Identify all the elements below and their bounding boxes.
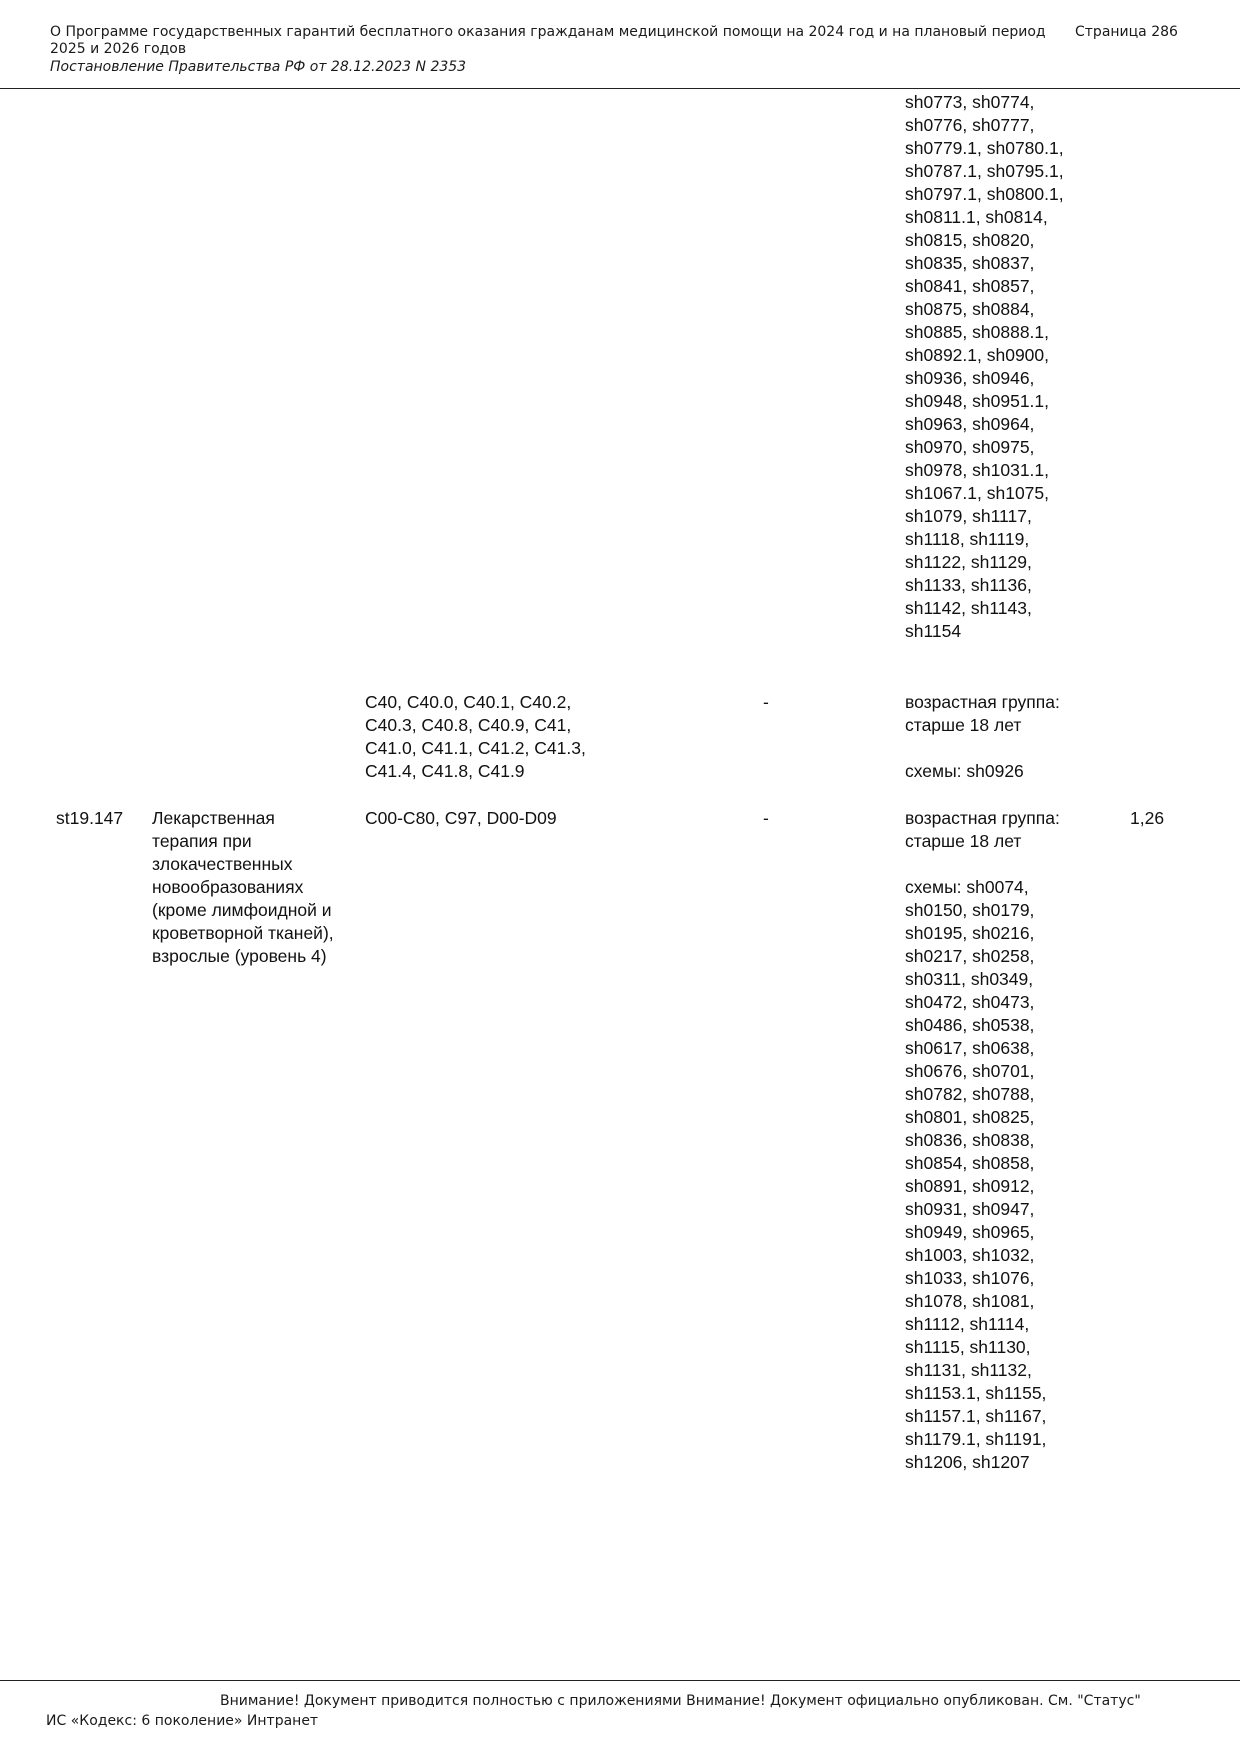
document-subtitle: Постановление Правительства РФ от 28.12.2023 N 2353: [50, 59, 467, 75]
scheme-line: sh0779.1, sh0780.1,: [905, 138, 1064, 158]
criteria-line: возрастная группа:: [905, 692, 1060, 712]
diagnosis-code-line: C41.4, C41.8, C41.9: [365, 761, 525, 781]
footer-source: ИС «Кодекс: 6 поколение» Интранет: [46, 1713, 319, 1729]
scheme-line: sh1112, sh1114,: [905, 1314, 1030, 1334]
scheme-line: sh0676, sh0701,: [905, 1061, 1035, 1081]
diagnosis-code-line: C40.3, C40.8, C40.9, C41,: [365, 715, 572, 735]
scheme-line: sh0841, sh0857,: [905, 276, 1035, 296]
scheme-line: sh0931, sh0947,: [905, 1199, 1035, 1219]
scheme-line: sh1133, sh1136,: [905, 575, 1032, 595]
diagnosis-code-line: C41.0, C41.1, C41.2, C41.3,: [365, 738, 586, 758]
scheme-line: sh1003, sh1032,: [905, 1245, 1035, 1265]
row-diagnoses-cell: C00-C80, C97, D00-D09: [365, 808, 557, 828]
scheme-line: sh1033, sh1076,: [905, 1268, 1035, 1288]
scheme-line: sh0875, sh0884,: [905, 299, 1035, 319]
scheme-line: sh0978, sh1031.1,: [905, 460, 1050, 480]
scheme-line: sh0217, sh0258,: [905, 946, 1035, 966]
scheme-line: sh0797.1, sh0800.1,: [905, 184, 1064, 204]
scheme-line: sh1079, sh1117,: [905, 506, 1032, 526]
scheme-line: sh0936, sh0946,: [905, 368, 1035, 388]
scheme-line: sh1118, sh1119,: [905, 529, 1030, 549]
footer-notice: Внимание! Документ приводится полностью с приложениями Внимание! Документ официально опубликован. См. "Статус": [220, 1693, 1141, 1709]
scheme-line: sh0195, sh0216,: [905, 923, 1035, 943]
scheme-line: sh0836, sh0838,: [905, 1130, 1035, 1150]
row-service-cell: -: [763, 808, 769, 828]
name-line: Лекарственная: [152, 808, 275, 828]
scheme-line: схемы: sh0926: [905, 761, 1024, 781]
scheme-line: sh1115, sh1130,: [905, 1337, 1031, 1357]
scheme-line: sh0970, sh0975,: [905, 437, 1035, 457]
scheme-line: sh0891, sh0912,: [905, 1176, 1035, 1196]
page-number: Страница 286: [1075, 24, 1178, 40]
scheme-line: sh0150, sh0179,: [905, 900, 1035, 920]
header-divider: [0, 88, 1240, 89]
scheme-line: sh0949, sh0965,: [905, 1222, 1035, 1242]
scheme-line: sh0617, sh0638,: [905, 1038, 1035, 1058]
c40-criteria-cell: [905, 691, 1060, 783]
scheme-line: sh0892.1, sh0900,: [905, 345, 1050, 365]
scheme-line: sh1179.1, sh1191,: [905, 1429, 1047, 1449]
scheme-line: sh0773, sh0774,: [905, 92, 1035, 112]
scheme-line: sh0963, sh0964,: [905, 414, 1035, 434]
scheme-line: sh0885, sh0888.1,: [905, 322, 1050, 342]
criteria-line: старше 18 лет: [905, 831, 1022, 851]
document-title: О Программе государственных гарантий бесплатного оказания гражданам медицинской помощи на 2024 год и на плановый период 2025 и 2026 годов: [50, 24, 1046, 57]
scheme-line: sh0801, sh0825,: [905, 1107, 1035, 1127]
c40-service-cell: -: [763, 692, 769, 712]
name-line: злокачественных: [152, 854, 293, 874]
scheme-line: sh1142, sh1143,: [905, 598, 1032, 618]
scheme-line: sh0472, sh0473,: [905, 992, 1035, 1012]
footer-divider: [0, 1680, 1240, 1681]
scheme-line: sh0948, sh0951.1,: [905, 391, 1050, 411]
row-code-cell: st19.147: [56, 808, 124, 828]
scheme-line: sh1067.1, sh1075,: [905, 483, 1050, 503]
row-name-cell: [152, 807, 334, 968]
scheme-line: sh0815, sh0820,: [905, 230, 1035, 250]
scheme-line: sh0311, sh0349,: [905, 969, 1034, 989]
c40-diagnosis-codes-cell: [365, 691, 586, 783]
scheme-line: sh0782, sh0788,: [905, 1084, 1035, 1104]
row-coefficient-cell: 1,26: [1130, 808, 1165, 828]
name-line: взрослые (уровень 4): [152, 946, 327, 966]
name-line: (кроме лимфоидной и: [152, 900, 332, 920]
scheme-line: sh1131, sh1132,: [905, 1360, 1032, 1380]
diagnosis-code-line: C40, C40.0, C40.1, C40.2,: [365, 692, 572, 712]
criteria-line: возрастная группа:: [905, 808, 1060, 828]
scheme-line: sh1206, sh1207: [905, 1452, 1030, 1472]
scheme-line: sh0787.1, sh0795.1,: [905, 161, 1064, 181]
scheme-line: sh0835, sh0837,: [905, 253, 1035, 273]
scheme-line: sh0811.1, sh0814,: [905, 207, 1048, 227]
scheme-line: sh1154: [905, 621, 962, 641]
name-line: кроветворной тканей),: [152, 923, 334, 943]
scheme-line: sh0854, sh0858,: [905, 1153, 1035, 1173]
continued-schemes-cell: [905, 91, 1064, 643]
criteria-line: старше 18 лет: [905, 715, 1022, 735]
name-line: новообразованиях: [152, 877, 304, 897]
name-line: терапия при: [152, 831, 252, 851]
document-header: [50, 24, 1180, 88]
scheme-line: sh1078, sh1081,: [905, 1291, 1035, 1311]
scheme-line: sh1157.1, sh1167,: [905, 1406, 1047, 1426]
scheme-line: sh0776, sh0777,: [905, 115, 1035, 135]
scheme-line: sh1153.1, sh1155,: [905, 1383, 1047, 1403]
scheme-line: схемы: sh0074,: [905, 877, 1029, 897]
scheme-line: sh1122, sh1129,: [905, 552, 1032, 572]
row-criteria-cell: [905, 807, 1060, 1474]
scheme-line: sh0486, sh0538,: [905, 1015, 1035, 1035]
